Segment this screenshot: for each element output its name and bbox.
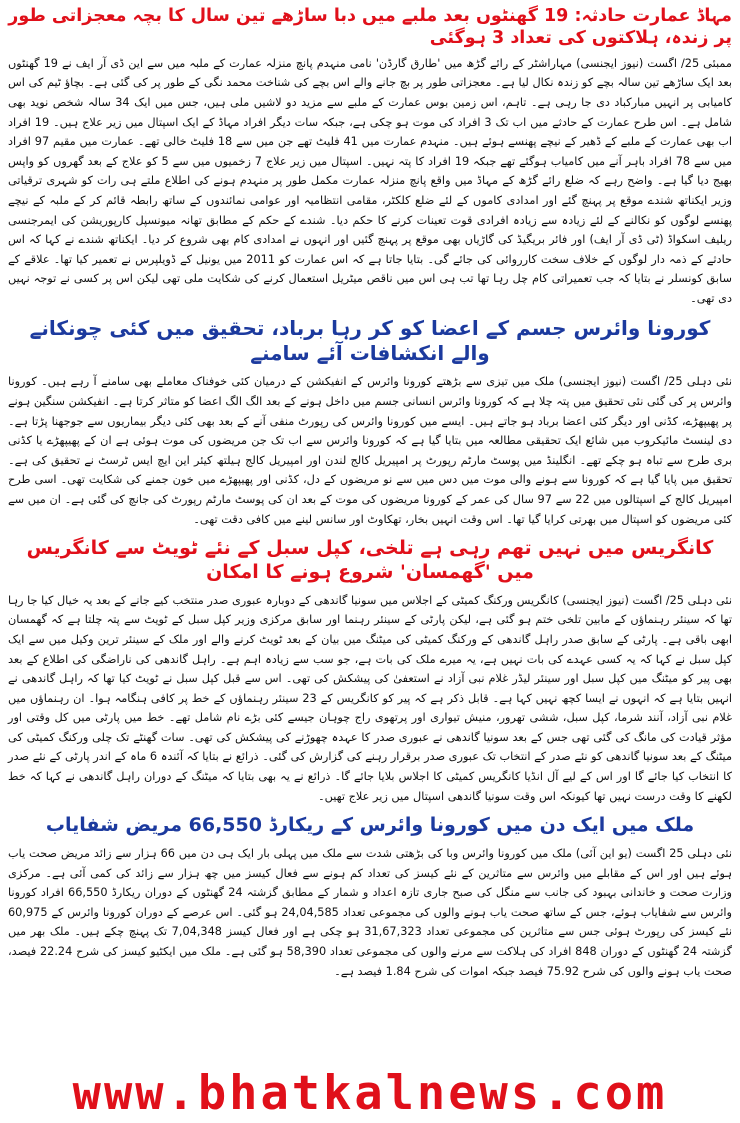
article-paragraph: نئی دہلی 25 اگست (یو این آئی) ملک میں کورونا وائرس وبا کی بڑھتی شدت سے ملک میں پہلی بار ایک ہی دن میں 66 ہزار سے زائد مریض صحت یاب ہوئے ہیں اور اس کے مقابلے میں وائرس سے متاثرین کے نئے کیسز کی تعداد کم ہونے سے فعال کیسز میں چھ ہزار سے زائد کی کمی آئی ہے۔ مرکزی وزارت صحت و خاندانی بہبود کی جانب سے منگل کی صبح جاری تازہ اعداد و شمار کے مطابق گزشتہ 24 گھنٹوں کے دوران ریکارڈ 66,550 افراد کورونا وائرس سے شفایاب ہوئے، جس کے ساتھ صحت یاب ہونے والوں کی مجموعی تعداد 24,04,585 ہو گئی۔ اس عرصے کے دوران کورونا وائرس کے 60,975 نئے کیسز کی رپورٹ ہوئی جس سے متاثرین کی مجموعی تعداد 31,67,323 ہو چکی ہے اور فعال کیسز 7,04,348 تک پہنچ چکے ہیں۔ ملک بھر میں گزشتہ 24 گھنٹوں کے دوران 848 افراد کی ہلاکت سے مرنے والوں کی مجموعی تعداد 58,390 ہو گئی ہے۔ ملک میں ایکٹیو کیسز کی شرح 22.24 فیصد، صحت یاب ہونے والوں کی شرح 75.92 فیصد جبکہ اموات کی شرح 1.84 فیصد ہے۔ [8,847,732,978]
article-body [8,844,732,981]
headline-corona-organs: کورونا وائرس جسم کے اعضا کو کر رہا برباد، تحقیق میں کئی چونکانے والے انکشافات آئے سامنے [29,316,711,366]
article-body [8,54,732,309]
site-url-footer[interactable]: www.bhatkalnews.com [72,1066,668,1121]
article-paragraph: ممبئی 25/ اگست (نیوز ایجنسی) مہاراشٹر کے رائے گڑھ میں 'طارق گارڈن' نامی منہدم پانچ منزلہ عمارت کے ملبہ میں سے این ڈی آر ایف نے 19 گھنٹوں بعد ایک ساڑھے تین سالہ بچے کو زندہ نکال لیا ہے۔ معجزاتی طور پر بچ جانے والے اس بچے کی شناخت محمد نگی کے طور پر کی گئی ہے۔ بچاؤ ٹیم کی اس کامیابی پر انہیں مبارکباد دی جا رہی ہے۔ تاہم، اس زمین بوس عمارت کے ملبے سے مزید دو لاشیں ملی ہیں، جس میں ایک 34 سالہ شخص نوید بھی شامل ہے۔ اس طرح عمارت کے حادثے میں اب تک 3 افراد کی موت ہو چکی ہے، جبکہ سات دیگر افراد مہاڈ کے ایک اسپتال میں زیر علاج ہیں۔ 19 افراد اب بھی عمارت کے ملبے کے ڈھیر کے نیچے پھنسے ہوئے ہیں۔ منہدم عمارت میں 41 فلیٹ تھے جن میں سے 18 فلیٹ خالی تھے۔ عمارت میں مقیم 97 افراد میں سے 78 افراد باہر آنے میں کامیاب ہوگئے تھے جبکہ 19 افراد کا پتہ نہیں۔ اسپتال میں زیر علاج 7 زخمیوں میں سے 5 کو علاج کے بعد گھروں کو واپس بھیج دیا گیا ہے۔ واضح رہے کہ ضلع رائے گڑھ کے مہاڈ میں واقع پانچ منزلہ عمارت مکمل طور پر منہدم ہونے کی اطلاع ملتے ہی رات کو شہری ترقیاتی وزیر ایکناتھ شندے موقع پر پہنچ گئے اور امدادی کاموں کے لئے ضلع کلکٹر، مقامی انتظامیہ اور عوامی نمائندوں کے ساتھ رابطہ قائم کر کے ملبہ کے نیچے پھنسے لوگوں کو نکالنے کے لئے زیادہ سے زیادہ افرادی قوت تعینات کرنے کا حکم دیا۔ شندے کے حکم کے مطابق تھانہ میونسپل کارپوریشن کی ایمرجنسی ریلیف اسکواڈ (ٹی ڈی آر ایف) اور فائر بریگیڈ کی گاڑیاں بھی موقع پر پہنچ گئیں اور انہوں نے امدادی کام بھی شروع کر دیا۔ ایکناتھ شندے نے کہا کہ اس حادثے کے ذمہ دار لوگوں کے خلاف سخت کارروائی کی جائے گی۔ بتایا جاتا ہے کہ اس عمارت کو 2011 میں یونیل کے ڈویلپرس نے تعمیر کیا تھا۔ علاقے کے سابق کونسلر نے بتایا کہ جب تعمیراتی کام چل رہا تھا تب ہی اس میں ناقص میٹریل استعمال کرنے کی شکایت ملی تھی لیکن اس پر کسی نے توجہ نہیں دی تھی۔ [8,56,732,305]
article-corona-organs [8,316,732,529]
headline-corona-recoveries: ملک میں ایک دن میں کورونا وائرس کے ریکارڈ 66,550 مریض شفایاب [45,814,695,837]
headline-congress: کانگریس میں نہیں تھم رہی ہے تلخی، کپل سبل کے نئے ٹویٹ سے کانگریس میں 'گھمسان' شروع ہونے کا امکان [26,537,714,583]
article-body [8,591,732,807]
article-congress [8,537,732,806]
article-body [8,372,732,529]
article-paragraph: نئی دہلی 25/ اگست (نیوز ایجنسی) کانگریس ورکنگ کمیٹی کے اجلاس میں سونیا گاندھی کے دوبارہ عبوری صدر منتخب کیے جانے کے بعد یہ خیال کیا جا رہا تھا کہ سینئر رہنماؤں کے مابین تلخی ختم ہو گئی ہے، لیکن پارٹی کے سینئر رہنما اور سابق مرکزی وزیر کپل سبل کے ٹویٹ سے پتہ چلتا ہے کہ گھمسان ابھی باقی ہے۔ پارٹی کے سابق صدر راہل گاندھی کے ورکنگ کمیٹی کی میٹنگ میں بیان کے بعد ٹویٹ کرنے والے اور ملک کے سینئر ترین وکیل میں سے ایک کپل سبل نے کہا کہ یہ کسی عہدے کی بات نہیں ہے، یہ میرے ملک کی بات ہے، جو سب سے زیادہ اہم ہے۔ راہل گاندھی کی ناراضگی کی اطلاع کے بعد بھی پیر کو میٹنگ میں کپل سبل اور سینئر لیڈر غلام نبی آزاد نے استعفیٰ کی پیشکش کی تھی۔ اس سے قبل کپل سبل نے ٹویٹ کیا تھا کہ راہل گاندھی نے انہیں بتایا ہے کہ انہوں نے ایسا کچھ نہیں کہا ہے۔ قابل ذکر ہے کہ پیر کو کانگریس کے 23 سینئر رہنماؤں کے خط پر کافی ہنگامہ ہوا۔ ان رہنماؤں میں غلام نبی آزاد، آنند شرما، کپل سبل، ششی تھرور، منیش تیواری اور پرتھوی راج چوہان جیسے کئی بڑے نام شامل تھے۔ خط میں پارٹی میں کل وقتی اور مؤثر قیادت کی مانگ کی گئی تھی جس کے بعد سونیا گاندھی نے عبوری صدر کا عہدہ چھوڑنے کی پیشکش کی تھی۔ سات گھنٹے تک چلی ورکنگ کمیٹی کی میٹنگ کے بعد سونیا گاندھی کو نئے صدر کے انتخاب تک عبوری صدر برقرار رہنے کی گزارش کی گئی۔ ذرائع نے بتایا کہ آئندہ 6 ماہ کے اندر پارٹی کے نئے صدر کا انتخاب کیا جائے گا اور اس کے لیے آل انڈیا کانگریس کمیٹی کا اجلاس بلایا جائے گا۔ ذرائع نے یہ بھی بتایا کہ میٹنگ کے دوران راہل گاندھی نے کہا کہ خط لکھنے کا وقت درست نہیں تھا کیونکہ اس وقت سونیا گاندھی اسپتال میں زیر علاج تھیں۔ [8,593,732,803]
article-corona-recoveries [8,814,732,981]
article-paragraph: نئی دہلی 25/ اگست (نیوز ایجنسی) ملک میں تیزی سے بڑھتے کورونا وائرس کے انفیکشن کے درمیان کئی خوفناک معاملے بھی سامنے آ رہے ہیں۔ کورونا وائرس پر کی گئی نئی تحقیق میں پتہ چلا ہے کہ کورونا وائرس انسانی جسم میں داخل ہونے کے بعد الگ الگ اعضا کو متاثر کرتا ہے۔ انفیکشن سنگین ہونے پر پھیپھڑے، کڈنی اور دیگر کئی اعضا برباد ہو جاتے ہیں۔ ایسے میں کورونا وائرس کی رپورٹ منفی آنے کے بعد بھی کئی دیگر بیماریوں سے جوجھنا پڑتا ہے۔ دی لینسٹ مائیکروب میں شائع ایک تحقیقی مطالعہ میں بتایا گیا ہے کہ کورونا وائرس سے اب تک جن مریضوں کی موت ہوئی ہے ان کے پھیپھڑے یا کڈنی بری طرح سے تباہ ہو چکے تھے۔ انگلینڈ میں پوسٹ مارٹم رپورٹ پر امپیریل کالج لندن اور امپیریل کالج ہیلتھ کیئر این ایچ ایس ٹرسٹ نے تحقیق کی ہے۔ تحقیق میں پایا گیا ہے کہ کورونا سے ہونے والی موت میں دس میں سے نو مریضوں کے دل، کڈنی اور پھیپھڑے میں خون جمنے کی شکایت تھی۔ اسی طرح امپیریل کالج کے اسپتالوں میں 22 سے 97 سال کی عمر کے کورونا مریضوں کی موت کے بعد ان کی پوسٹ مارٹم رپورٹ کی جانچ کی گئی ہے۔ ان میں سے کئی مریضوں کو اسپتال میں بھرتی کرایا گیا تھا۔ اس وقت انہیں بخار، تھکاوٹ اور سانس لینے میں کافی دقت تھی۔ [8,375,732,526]
article-building-collapse [8,6,732,308]
headline-building-collapse: مہاڈ عمارت حادثہ: 19 گھنٹوں بعد ملبے میں دبا ساڑھے تین سال کا بچہ معجزاتی طور پر زندہ، ہلاکتوں کی تعداد 3 ہوگئی [8,6,732,48]
